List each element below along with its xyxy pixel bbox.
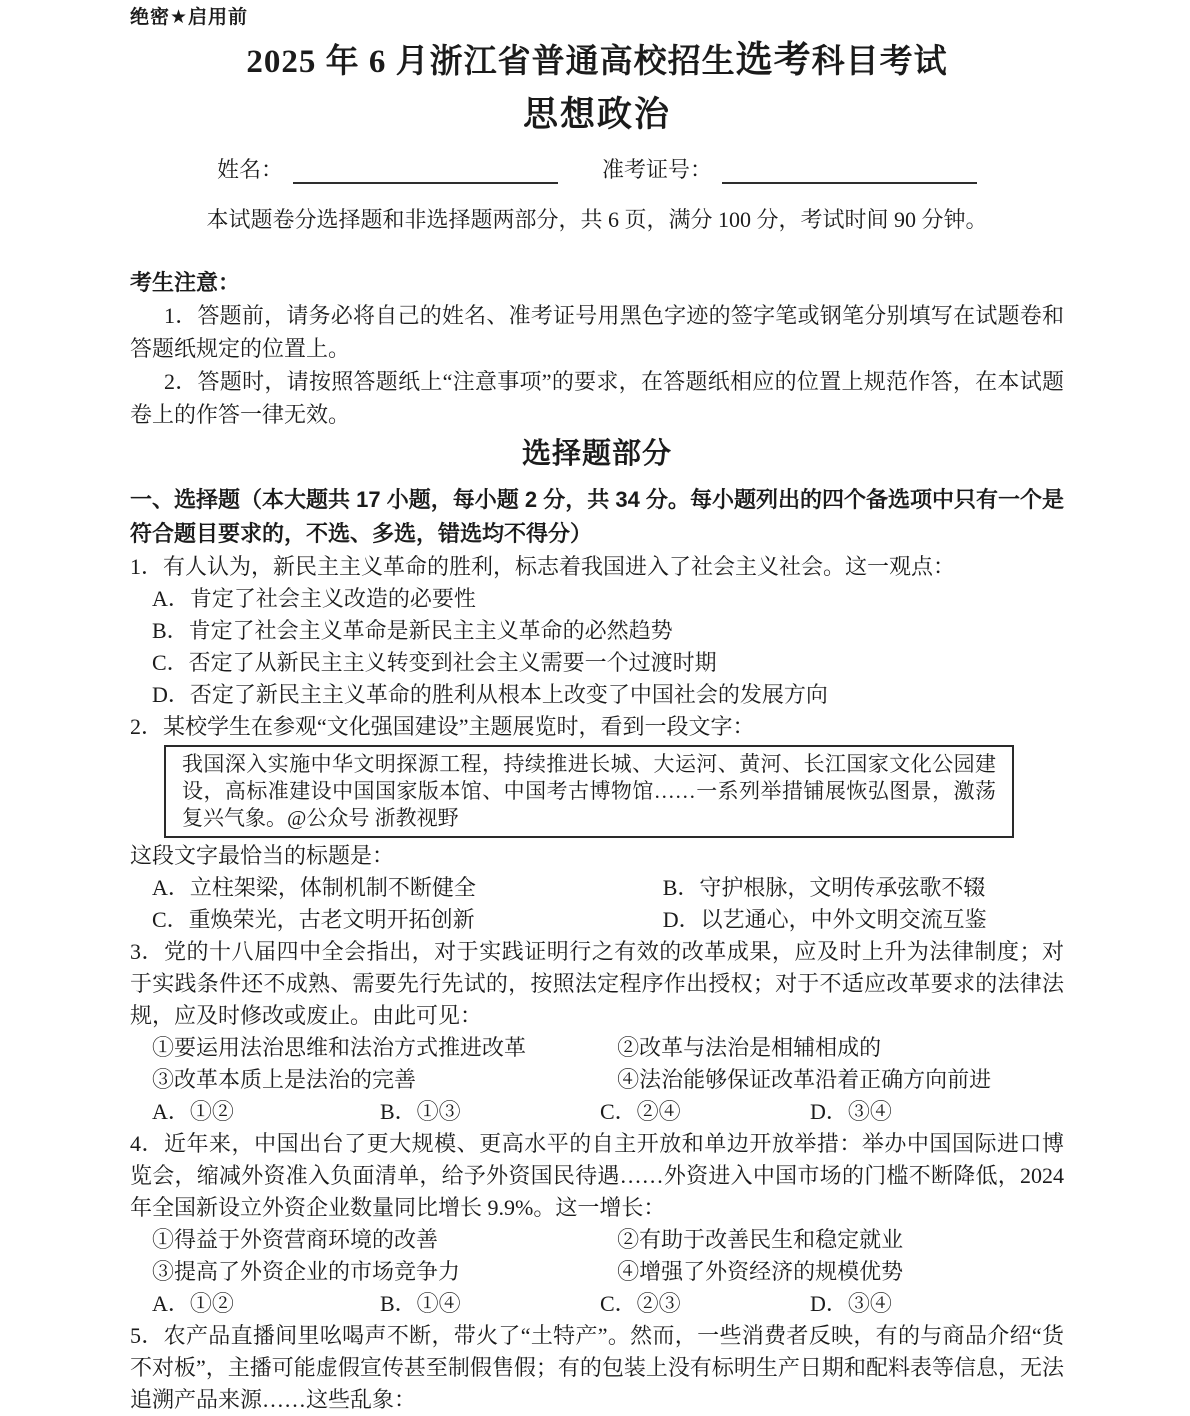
question-4-statement-3: ③提高了外资企业的市场竞争力 bbox=[152, 1259, 461, 1284]
question-3 bbox=[130, 936, 1064, 1128]
exam-structure-note: 本试题卷分选择题和非选择题两部分，共 6 页，满分 100 分，考试时间 90 分钟。 bbox=[206, 207, 988, 232]
question-3-statement-4: ④法治能够保证改革沿着正确方向前进 bbox=[617, 1067, 992, 1092]
question-1-option-d: D．否定了新民主主义革命的胜利从根本上改变了中国社会的发展方向 bbox=[152, 682, 828, 707]
question-3-answer-b: B．①③ bbox=[380, 1099, 461, 1124]
question-4-answer-c: C．②③ bbox=[600, 1291, 681, 1316]
candidate-info-row bbox=[130, 154, 1064, 184]
question-4-stem: 4．近年来，中国出台了更大规模、更高水平的自主开放和单边开放举措：举办中国国际进口博览会，缩减外资准入负面清单，给予外资国民待遇……外资进入中国市场的门槛不断降低，2024 年全国新设立外资企业数量同比增长 9.9%。这一增长： bbox=[130, 1131, 1064, 1220]
question-1-option-a: A．肯定了社会主义改造的必要性 bbox=[152, 586, 476, 611]
question-4-statement-2: ②有助于改善民生和稳定就业 bbox=[617, 1227, 904, 1252]
section-title: 选择题部分 bbox=[521, 438, 672, 470]
question-4-answer-a: A．①② bbox=[152, 1291, 234, 1316]
notice-title: 考生注意： bbox=[130, 270, 241, 295]
subject-title: 思想政治 bbox=[522, 95, 671, 134]
name-label: 姓名： bbox=[216, 157, 283, 182]
question-3-statement-1: ①要运用法治思维和法治方式推进改革 bbox=[152, 1035, 527, 1060]
question-2-quote-text: 我国深入实施中华文明探源工程，持续推进长城、大运河、黄河、长江国家文化公园建设，高标准建设中国国家版本馆、中国考古博物馆……一系列举措铺展恢弘图景，激荡复兴气象。@公众号 浙教视野 bbox=[182, 752, 996, 830]
exam-title-prefix: 2025 年 6 月浙江省普通高校招生 bbox=[246, 44, 736, 80]
question-3-statements bbox=[130, 1032, 1064, 1096]
admission-number-label: 准考证号： bbox=[602, 157, 713, 182]
exam-title-suffix: 科目考试 bbox=[811, 44, 948, 80]
question-2-option-c: C．重焕荣光，古老文明开拓创新 bbox=[152, 907, 475, 932]
question-5 bbox=[130, 1320, 1064, 1416]
question-2-stem: 2．某校学生在参观“文化强国建设”主题展览时，看到一段文字： bbox=[130, 714, 755, 739]
admission-number-blank-line[interactable] bbox=[722, 158, 977, 184]
question-2-option-b: B．守护根脉，文明传承弦歌不辍 bbox=[662, 875, 986, 900]
question-2-option-d: D．以艺通心，中外文明交流互鉴 bbox=[662, 907, 987, 932]
question-4-answers bbox=[130, 1288, 1064, 1320]
notice-item-2: 2．答题时，请按照答题纸上“注意事项”的要求，在答题纸相应的位置上规范作答，在本试题卷上的作答一律无效。 bbox=[130, 369, 1064, 427]
question-4-statements bbox=[130, 1224, 1064, 1288]
question-2-option-a: A．立柱架梁，体制机制不断健全 bbox=[152, 875, 476, 900]
question-3-statement-3: ③改革本质上是法治的完善 bbox=[152, 1067, 417, 1092]
question-4 bbox=[130, 1128, 1064, 1320]
question-4-answer-d: D．③④ bbox=[810, 1291, 892, 1316]
notice-item-1: 1．答题前，请务必将自己的姓名、准考证号用黑色字迹的签字笔或钢笔分别填写在试题卷和答题纸规定的位置上。 bbox=[130, 303, 1064, 361]
section-instruction: 一、选择题（本大题共 17 小题，每小题 2 分，共 34 分。每小题列出的四个备选项中只有一个是符合题目要求的，不选、多选，错选均不得分） bbox=[130, 487, 1064, 546]
question-1-stem: 1．有人认为，新民主主义革命的胜利，标志着我国进入了社会主义社会。这一观点： bbox=[130, 554, 956, 579]
question-3-answers bbox=[130, 1096, 1064, 1128]
question-3-answer-c: C．②④ bbox=[600, 1099, 681, 1124]
classification-label: 绝密★启用前 bbox=[130, 7, 249, 28]
question-3-statement-2: ②改革与法治是相辅相成的 bbox=[617, 1035, 882, 1060]
exam-title-emphasis: 选考 bbox=[735, 39, 812, 80]
question-4-answer-b: B．①④ bbox=[380, 1291, 461, 1316]
question-5-stem: 5．农产品直播间里吆喝声不断，带火了“土特产”。然而，一些消费者反映，有的与商品介绍“货不对板”，主播可能虚假宣传甚至制假售假；有的包装上没有标明生产日期和配料表等信息，无法追溯产品来源……这些乱象： bbox=[130, 1323, 1064, 1412]
question-1-option-c: C．否定了从新民主主义转变到社会主义需要一个过渡时期 bbox=[152, 650, 717, 675]
question-2 bbox=[130, 711, 1064, 936]
question-1-option-b: B．肯定了社会主义革命是新民主主义革命的必然趋势 bbox=[152, 618, 673, 643]
question-2-prompt: 这段文字最恰当的标题是： bbox=[130, 843, 395, 868]
question-3-answer-a: A．①② bbox=[152, 1099, 234, 1124]
name-blank-line[interactable] bbox=[293, 158, 558, 184]
question-3-stem: 3．党的十八届四中全会指出，对于实践证明行之有效的改革成果，应及时上升为法律制度；对于实践条件还不成熟、需要先行先试的，按照法定程序作出授权；对于不适应改革要求的法律法规，应及时修改或废止。由此可见： bbox=[130, 939, 1064, 1028]
question-2-quote-box bbox=[164, 745, 1014, 838]
question-4-statement-4: ④增强了外资经济的规模优势 bbox=[617, 1259, 904, 1284]
exam-title bbox=[130, 38, 1064, 84]
question-3-answer-d: D．③④ bbox=[810, 1099, 892, 1124]
question-2-options bbox=[130, 872, 1064, 936]
question-4-statement-1: ①得益于外资营商环境的改善 bbox=[152, 1227, 439, 1252]
question-1 bbox=[130, 551, 1064, 711]
